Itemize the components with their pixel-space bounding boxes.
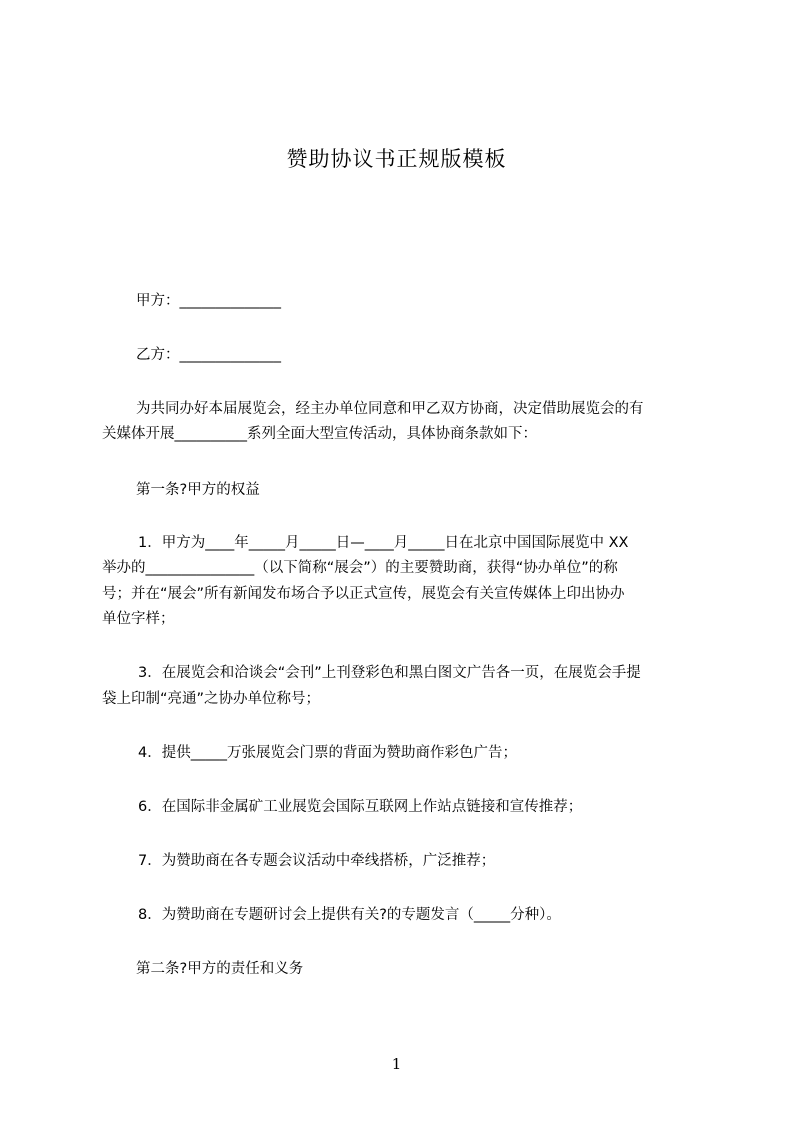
item-7: 7．为赞助商在各专题会议活动中牵线搭桥，广泛推荐；	[138, 853, 496, 869]
item-8: 8．为赞助商在专题研讨会上提供有关?的专题发言（_____分种）。	[138, 907, 561, 923]
item-3-line-2: 袋上印制“亮通”之协办单位称号；	[102, 691, 321, 707]
item-4: 4．提供_____万张展览会门票的背面为赞助商作彩色广告；	[138, 745, 517, 761]
party-a-line: 甲方：______________	[136, 293, 281, 309]
item-1-line-3: 号；并在“展会”所有新闻发布场合予以正式宣传，展览会有关宣传媒体上印出协办	[102, 586, 625, 602]
document-title: 赞助协议书正规版模板	[286, 147, 507, 171]
item-6: 6．在国际非金属矿工业展览会国际互联网上作站点链接和宣传推荐；	[138, 799, 583, 815]
item-1-line-4: 单位字样；	[102, 611, 175, 627]
party-b-line: 乙方：______________	[136, 347, 281, 363]
article-2-heading: 第二条?甲方的责任和义务	[136, 961, 304, 977]
intro-paragraph-line-1: 为共同办好本届展览会，经主办单位同意和甲乙双方协商，决定借助展览会的有	[136, 401, 644, 417]
page-number: 1	[391, 1055, 402, 1073]
article-1-heading: 第一条?甲方的权益	[136, 482, 260, 498]
item-3-line-1: 3．在展览会和洽谈会“会刊”上刊登彩色和黑白图文广告各一页，在展览会手提	[138, 665, 641, 681]
intro-paragraph-line-2: 关媒体开展__________系列全面大型宣传活动，具体协商条款如下：	[102, 426, 537, 442]
item-1-line-2: 举办的_______________（以下简称“展会”）的主要赞助商，获得“协办单位”的称	[102, 560, 618, 576]
item-1-line-1: 1．甲方为____年_____月_____日—____月_____日在北京中国国际展览中 XX	[138, 535, 629, 551]
